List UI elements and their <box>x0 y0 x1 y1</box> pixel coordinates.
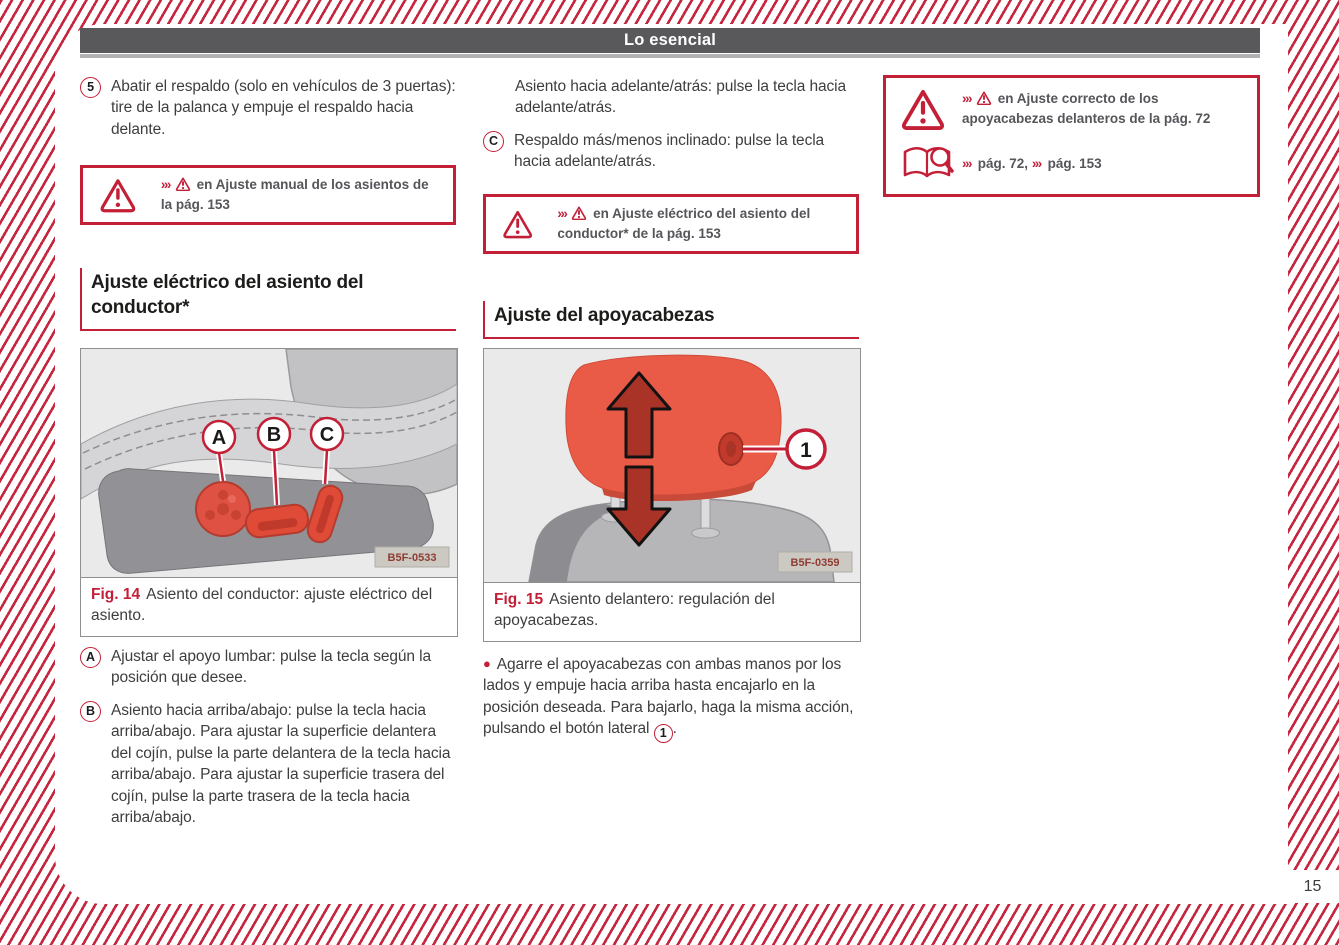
book-search-icon <box>900 144 954 184</box>
list-item-5 <box>80 76 460 140</box>
item5-text: Abatir el respaldo (solo en vehículos de 3 puertas): tire de la palanca y empuje el respaldo hacia delante. <box>111 78 456 138</box>
svg-text:B5F-0533: B5F-0533 <box>387 552 437 564</box>
section-heading-electric-seat: Ajuste eléctrico del asiento del conductor* <box>80 268 456 331</box>
svg-text:1: 1 <box>800 439 812 462</box>
warning-reference-text: en Ajuste correcto de los apoyacabezas delanteros de la pág. 72 <box>962 91 1211 126</box>
warning-reference <box>161 175 441 214</box>
callout-c <box>311 418 343 450</box>
figure-code-badge <box>375 547 449 567</box>
circled-number-1-inline: 1 <box>654 724 673 743</box>
item-c-text: Respaldo más/menos inclinado: pulse la tecla hacia adelante/atrás. <box>514 132 825 171</box>
warning-reference-text: en Ajuste eléctrico del asiento del conductor* de la pág. 153 <box>557 206 811 241</box>
page-number: 15 <box>1286 870 1339 903</box>
warning-box-left <box>80 165 456 225</box>
warning-reference-text: en Ajuste manual de los asientos de la pág. 153 <box>160 177 429 212</box>
svg-text:A: A <box>211 427 227 449</box>
figure-15 <box>483 348 861 642</box>
see-also-page-2: pág. 153 <box>1047 156 1102 172</box>
callout-b <box>258 418 290 450</box>
seat-side-illustration <box>81 349 457 577</box>
headrest-instructions-paragraph <box>483 654 863 743</box>
warning-triangle-icon <box>502 203 533 245</box>
header-underline <box>80 54 1260 58</box>
page-header <box>80 28 1260 53</box>
headrest-instructions-text: Agarre el apoyacabezas con ambas manos por los lados y empuje hacia arriba hasta encajarlo en la posición deseada. Para bajarlo, haga la misma acción, pulsando el botón lateral <box>483 656 854 738</box>
see-also-page-1: pág. 72, <box>977 156 1029 172</box>
item-a-text: Ajustar el apoyo lumbar: pulse la tecla según la posición que desee. <box>111 648 432 687</box>
headrest-release-button <box>719 433 743 465</box>
page-title: Lo esencial <box>623 31 717 49</box>
warning-triangle-inline-icon <box>175 177 191 191</box>
svg-text:C: C <box>319 424 335 446</box>
reference-chevrons: ››› <box>557 206 567 222</box>
figure-14-caption <box>81 577 457 636</box>
figure-14 <box>80 348 458 637</box>
warning-reference <box>557 204 844 243</box>
reference-chevrons: ››› <box>962 91 971 107</box>
warning-triangle-icon <box>99 174 137 216</box>
content-area <box>55 24 1288 904</box>
circled-number-5: 5 <box>80 77 101 98</box>
svg-text:B5F-0359: B5F-0359 <box>790 557 840 569</box>
item-b-text: Asiento hacia arriba/abajo: pulse la tecla hacia arriba/abajo. Para ajustar la superficie delantera del cojín, pulse la parte delantera de la tecla hacia arriba/abajo. Para ajustar la superficie trasera del cojín, pulse la parte trasera de la tecla hacia arriba/abajo. <box>111 702 451 826</box>
bullet-icon: ● <box>483 656 491 671</box>
circled-letter-b: B <box>80 701 101 722</box>
sentence-period: . <box>672 720 677 738</box>
warning-triangle-inline-icon <box>571 206 587 220</box>
info-box-right <box>883 75 1260 197</box>
list-item-b <box>80 700 460 828</box>
warning-triangle-icon <box>900 88 946 130</box>
figure-15-image <box>484 349 860 582</box>
section-heading-headrest: Ajuste del apoyacabezas <box>483 301 859 339</box>
warning-reference <box>962 89 1243 128</box>
figure-15-label: Fig. 15 <box>494 591 544 608</box>
reference-chevrons: ››› <box>962 156 971 172</box>
figure-14-caption-text: Asiento del conductor: ajuste eléctrico del asiento. <box>91 586 433 624</box>
lumbar-knob-control <box>196 482 250 536</box>
circled-letter-a: A <box>80 647 101 668</box>
figure-15-caption-text: Asiento delantero: regulación del apoyacabezas. <box>494 591 775 629</box>
see-also-reference <box>962 154 1243 174</box>
warning-box-middle <box>483 194 859 254</box>
svg-text:B: B <box>266 424 282 446</box>
figure-15-caption <box>484 582 860 641</box>
list-item-c <box>483 130 863 173</box>
figure-14-label: Fig. 14 <box>91 586 141 603</box>
reference-chevrons: ››› <box>160 177 170 193</box>
callout-a <box>203 421 235 453</box>
reference-chevrons: ››› <box>1031 156 1041 172</box>
warning-triangle-inline-icon <box>976 91 992 105</box>
figure-code-badge <box>778 552 852 572</box>
circled-letter-c: C <box>483 131 504 152</box>
item-b-continuation-text: Asiento hacia adelante/atrás: pulse la tecla hacia adelante/atrás. <box>515 78 847 117</box>
list-item-a <box>80 646 460 689</box>
figure-14-image <box>81 349 457 577</box>
callout-1 <box>787 430 825 468</box>
headrest-illustration <box>484 349 860 582</box>
headrest <box>566 355 781 495</box>
